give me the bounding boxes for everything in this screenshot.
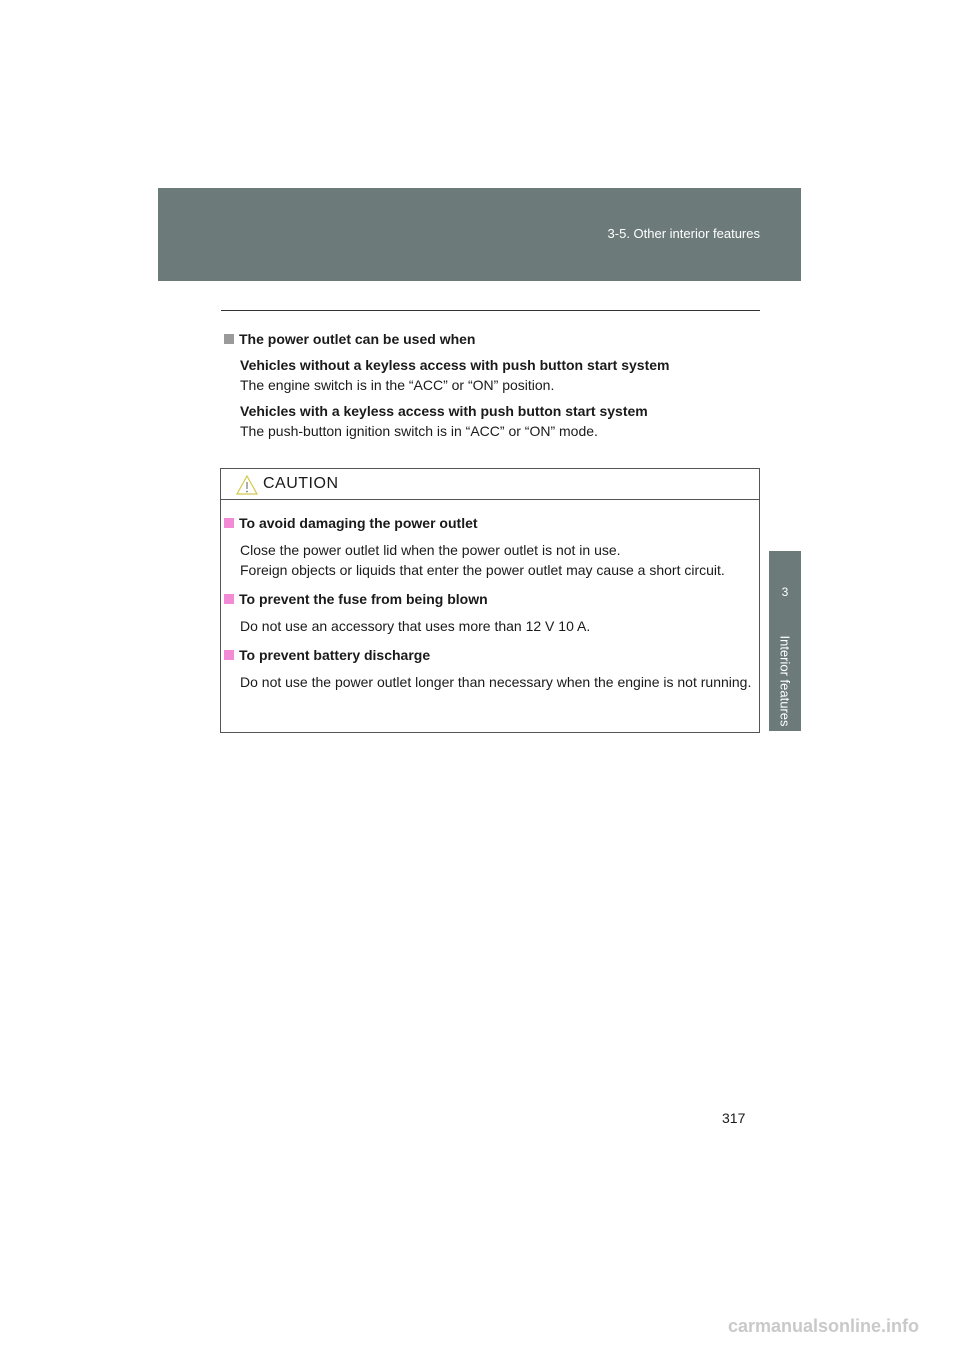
caution-text-line: Close the power outlet lid when the power outlet is not in use. — [240, 542, 621, 558]
chapter-tab — [769, 551, 801, 731]
square-bullet-icon — [224, 650, 234, 660]
chapter-label: Interior features — [777, 635, 793, 727]
info-heading-text: The power outlet can be used when — [239, 331, 476, 347]
info-text: The push-button ignition switch is in “ACC” or “ON” mode. — [240, 423, 598, 439]
page-number: 317 — [722, 1110, 746, 1126]
caution-header — [221, 469, 759, 500]
caution-item-heading — [224, 513, 753, 533]
square-bullet-icon — [224, 594, 234, 604]
watermark: carmanualsonline.info — [728, 1316, 920, 1336]
caution-body — [221, 500, 759, 692]
top-divider — [221, 310, 760, 311]
square-bullet-icon — [224, 334, 234, 344]
caution-text-line: Foreign objects or liquids that enter the power outlet may cause a short circuit. — [240, 562, 725, 578]
caution-line — [240, 540, 753, 580]
header-band — [158, 188, 801, 281]
caution-item-text: Do not use the power outlet longer than necessary when the engine is not running. — [240, 674, 752, 690]
chapter-number: 3 — [781, 585, 789, 599]
caution-title: CAUTION — [263, 475, 339, 492]
info-heading — [224, 329, 764, 349]
info-subheading: Vehicles with a keyless access with push button start system — [240, 403, 648, 419]
info-section — [224, 329, 764, 447]
caution-item-heading — [224, 645, 753, 665]
square-bullet-icon — [224, 518, 234, 528]
section-title: 3-5. Other interior features — [607, 226, 760, 241]
caution-heading-text: To prevent battery discharge — [239, 647, 431, 663]
caution-heading-text: To avoid damaging the power outlet — [239, 515, 478, 531]
caution-item-text — [240, 540, 753, 580]
info-subheading: Vehicles without a keyless access with push button start system — [240, 357, 670, 373]
caution-item-text: Do not use an accessory that uses more than 12 V 10 A. — [240, 618, 591, 634]
caution-heading-text: To prevent the fuse from being blown — [239, 591, 488, 607]
caution-box — [220, 468, 760, 733]
warning-triangle-icon — [236, 475, 258, 495]
info-text: The engine switch is in the “ACC” or “ON” position. — [240, 377, 555, 393]
caution-item-heading — [224, 589, 753, 609]
